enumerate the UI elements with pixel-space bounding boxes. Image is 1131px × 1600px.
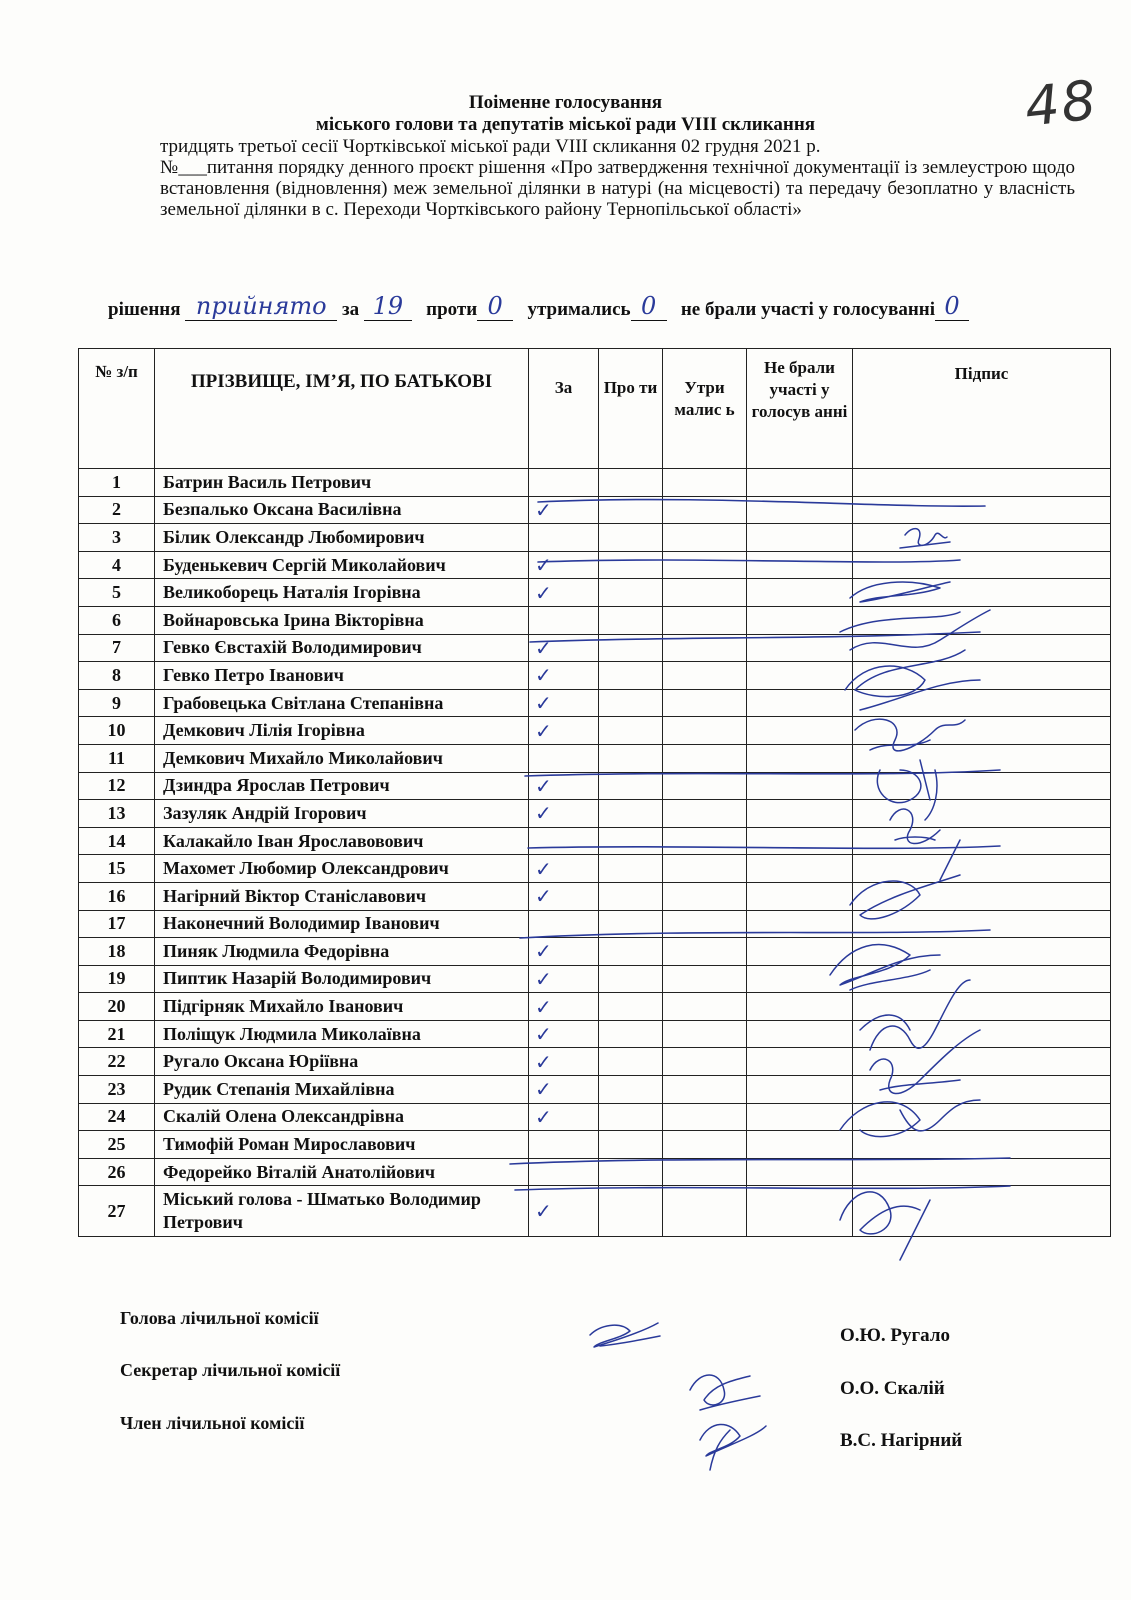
row-number: 20 <box>79 993 155 1021</box>
signature <box>855 719 965 751</box>
counting-commission-member-label: Член лічильної комісії <box>120 1413 305 1433</box>
signature <box>890 809 940 843</box>
row-number: 6 <box>79 606 155 634</box>
row-number: 3 <box>79 524 155 552</box>
vote-for-mark: ✓ <box>529 551 599 579</box>
deputy-name: Демкович Лілія Ігорівна <box>155 717 529 745</box>
signature <box>860 980 970 1050</box>
not-voted-label: не брали участі у голосуванні <box>680 299 936 320</box>
row-number: 1 <box>79 469 155 497</box>
header-against: Про ти <box>599 349 663 469</box>
signature <box>840 1192 930 1260</box>
deputy-name: Войнаровська Ірина Вікторівна <box>155 606 529 634</box>
member-name: В.С. Нагірний <box>840 1430 963 1451</box>
header-not-voted: Не брали участі у голосув анні <box>747 349 853 469</box>
decision-label: рішення <box>108 299 181 320</box>
vote-for-mark: ✓ <box>529 1186 599 1237</box>
vote-for-mark: ✓ <box>529 662 599 690</box>
deputy-name: Гевко Петро Іванович <box>155 662 529 690</box>
strike-line <box>528 846 1000 848</box>
row-number: 25 <box>79 1131 155 1159</box>
against-count: 0 <box>487 292 503 320</box>
deputy-name: Рудик Степанія Михайлівна <box>155 1076 529 1104</box>
row-number: 4 <box>79 551 155 579</box>
deputy-name: Білик Олександр Любомирович <box>155 524 529 552</box>
secretary-name: О.О. Скалій <box>840 1378 945 1399</box>
strike-lines <box>510 500 1010 1190</box>
signature <box>840 1100 980 1137</box>
vote-for-mark: ✓ <box>529 965 599 993</box>
strike-line <box>530 632 980 642</box>
row-number: 21 <box>79 1020 155 1048</box>
row-number: 11 <box>79 744 155 772</box>
abstained-label: утримались <box>527 299 631 320</box>
header-num: № з/п <box>79 349 155 469</box>
vote-for-mark: ✓ <box>529 882 599 910</box>
row-number: 12 <box>79 772 155 800</box>
for-count: 19 <box>372 292 404 320</box>
counting-commission-chair-label: Голова лічильної комісії <box>120 1308 319 1328</box>
header-name: ПРІЗВИЩЕ, ІМ’Я, ПО БАТЬКОВІ <box>155 349 529 469</box>
vote-for-mark: ✓ <box>529 1020 599 1048</box>
row-number: 24 <box>79 1103 155 1131</box>
document-title: Поіменне голосування <box>468 92 663 113</box>
header-abstained: Утри малис ь <box>663 349 747 469</box>
deputy-name: Безпалько Оксана Василівна <box>155 496 529 524</box>
deputy-name: Махомет Любомир Олександрович <box>155 855 529 883</box>
signature <box>900 529 950 548</box>
vote-for-mark: ✓ <box>529 800 599 828</box>
header-for: За <box>529 349 599 469</box>
strike-line <box>538 560 960 562</box>
vote-for-mark: ✓ <box>529 1076 599 1104</box>
deputy-name: Зазуляк Андрій Ігорович <box>155 800 529 828</box>
row-number: 5 <box>79 579 155 607</box>
row-number: 10 <box>79 717 155 745</box>
signature <box>877 760 937 820</box>
row-number: 16 <box>79 882 155 910</box>
deputy-name: Міський голова - Шматько Володимир Петрович <box>155 1186 529 1237</box>
handwritten-page-number: 48 <box>1021 68 1101 139</box>
strike-line <box>510 1158 1010 1164</box>
row-number: 15 <box>79 855 155 883</box>
row-number: 14 <box>79 827 155 855</box>
for-label: за <box>342 299 360 320</box>
row-number: 23 <box>79 1076 155 1104</box>
deputy-name: Буденькевич Сергій Миколайович <box>155 551 529 579</box>
vote-for-mark: ✓ <box>529 496 599 524</box>
deputy-name: Великоборець Наталія Ігорівна <box>155 579 529 607</box>
signature <box>690 1375 760 1410</box>
vote-for-mark: ✓ <box>529 579 599 607</box>
session-line: тридцять третьої сесії Чортківської міської ради VIII скликання 02 грудня 2021 р. <box>160 136 821 157</box>
vote-for-mark: ✓ <box>529 855 599 883</box>
signature <box>850 840 960 919</box>
deputy-name: Ругало Оксана Юріївна <box>155 1048 529 1076</box>
signature <box>845 650 980 710</box>
deputy-name: Наконечний Володимир Іванович <box>155 910 529 938</box>
agenda-item-text: №___питання порядку денного проєкт рішення «Про затвердження технічної документації із землеустрою щодо встановлення (відновлення) меж земельної ділянки в натурі (на місцевості) та передачу безоплатно у власність земельної ділянки в с. Переходи Чортківського району Тернопільської області» <box>160 157 1075 220</box>
deputy-name: Тимофій Роман Мирославович <box>155 1131 529 1159</box>
strike-line <box>515 1186 1010 1190</box>
strike-line <box>525 770 1000 776</box>
row-number: 19 <box>79 965 155 993</box>
deputy-name: Пиптик Назарій Володимирович <box>155 965 529 993</box>
vote-for-mark: ✓ <box>529 993 599 1021</box>
strike-line <box>520 930 990 938</box>
signature <box>870 1030 980 1094</box>
deputy-name: Поліщук Людмила Миколаївна <box>155 1020 529 1048</box>
signature <box>590 1323 660 1347</box>
abstained-count: 0 <box>640 292 657 320</box>
vote-for-mark: ✓ <box>529 689 599 717</box>
deputy-name: Грабовецька Світлана Степанівна <box>155 689 529 717</box>
row-number: 2 <box>79 496 155 524</box>
deputy-name: Дзиндра Ярослав Петрович <box>155 772 529 800</box>
deputy-name: Скалій Олена Олександрівна <box>155 1103 529 1131</box>
against-label: проти <box>426 299 478 320</box>
vote-for-mark: ✓ <box>529 1103 599 1131</box>
row-number: 18 <box>79 938 155 966</box>
decision-value: прийнято <box>195 292 327 320</box>
strike-line <box>538 500 985 507</box>
row-number: 9 <box>79 689 155 717</box>
deputy-name: Нагірний Віктор Станіславович <box>155 882 529 910</box>
row-number: 17 <box>79 910 155 938</box>
document-subtitle: міського голови та депутатів міської ради VIII скликання <box>315 114 816 135</box>
deputy-name: Гевко Євстахій Володимирович <box>155 634 529 662</box>
row-number: 26 <box>79 1158 155 1186</box>
deputy-name: Федорейко Віталій Анатолійович <box>155 1158 529 1186</box>
counting-commission-secretary-label: Секретар лічильної комісії <box>120 1360 341 1380</box>
chair-name: О.Ю. Ругало <box>840 1325 950 1346</box>
row-number: 22 <box>79 1048 155 1076</box>
signature <box>850 582 950 602</box>
deputy-name: Демкович Михайло Миколайович <box>155 744 529 772</box>
deputy-name: Підгірняк Михайло Іванович <box>155 993 529 1021</box>
row-number: 7 <box>79 634 155 662</box>
row-number: 8 <box>79 662 155 690</box>
vote-for-mark: ✓ <box>529 717 599 745</box>
header-signature: Підпис <box>853 349 1111 469</box>
signature <box>840 610 990 650</box>
not-voted-count: 0 <box>944 292 960 320</box>
deputy-name: Пиняк Людмила Федорівна <box>155 938 529 966</box>
signature <box>700 1424 766 1470</box>
signature <box>830 945 940 990</box>
vote-for-mark: ✓ <box>529 1048 599 1076</box>
vote-for-mark: ✓ <box>529 772 599 800</box>
deputy-name: Батрин Василь Петрович <box>155 469 529 497</box>
vote-for-mark: ✓ <box>529 634 599 662</box>
deputy-name: Калакайло Іван Ярославовович <box>155 827 529 855</box>
row-number: 27 <box>79 1186 155 1237</box>
row-number: 13 <box>79 800 155 828</box>
vote-for-mark: ✓ <box>529 938 599 966</box>
